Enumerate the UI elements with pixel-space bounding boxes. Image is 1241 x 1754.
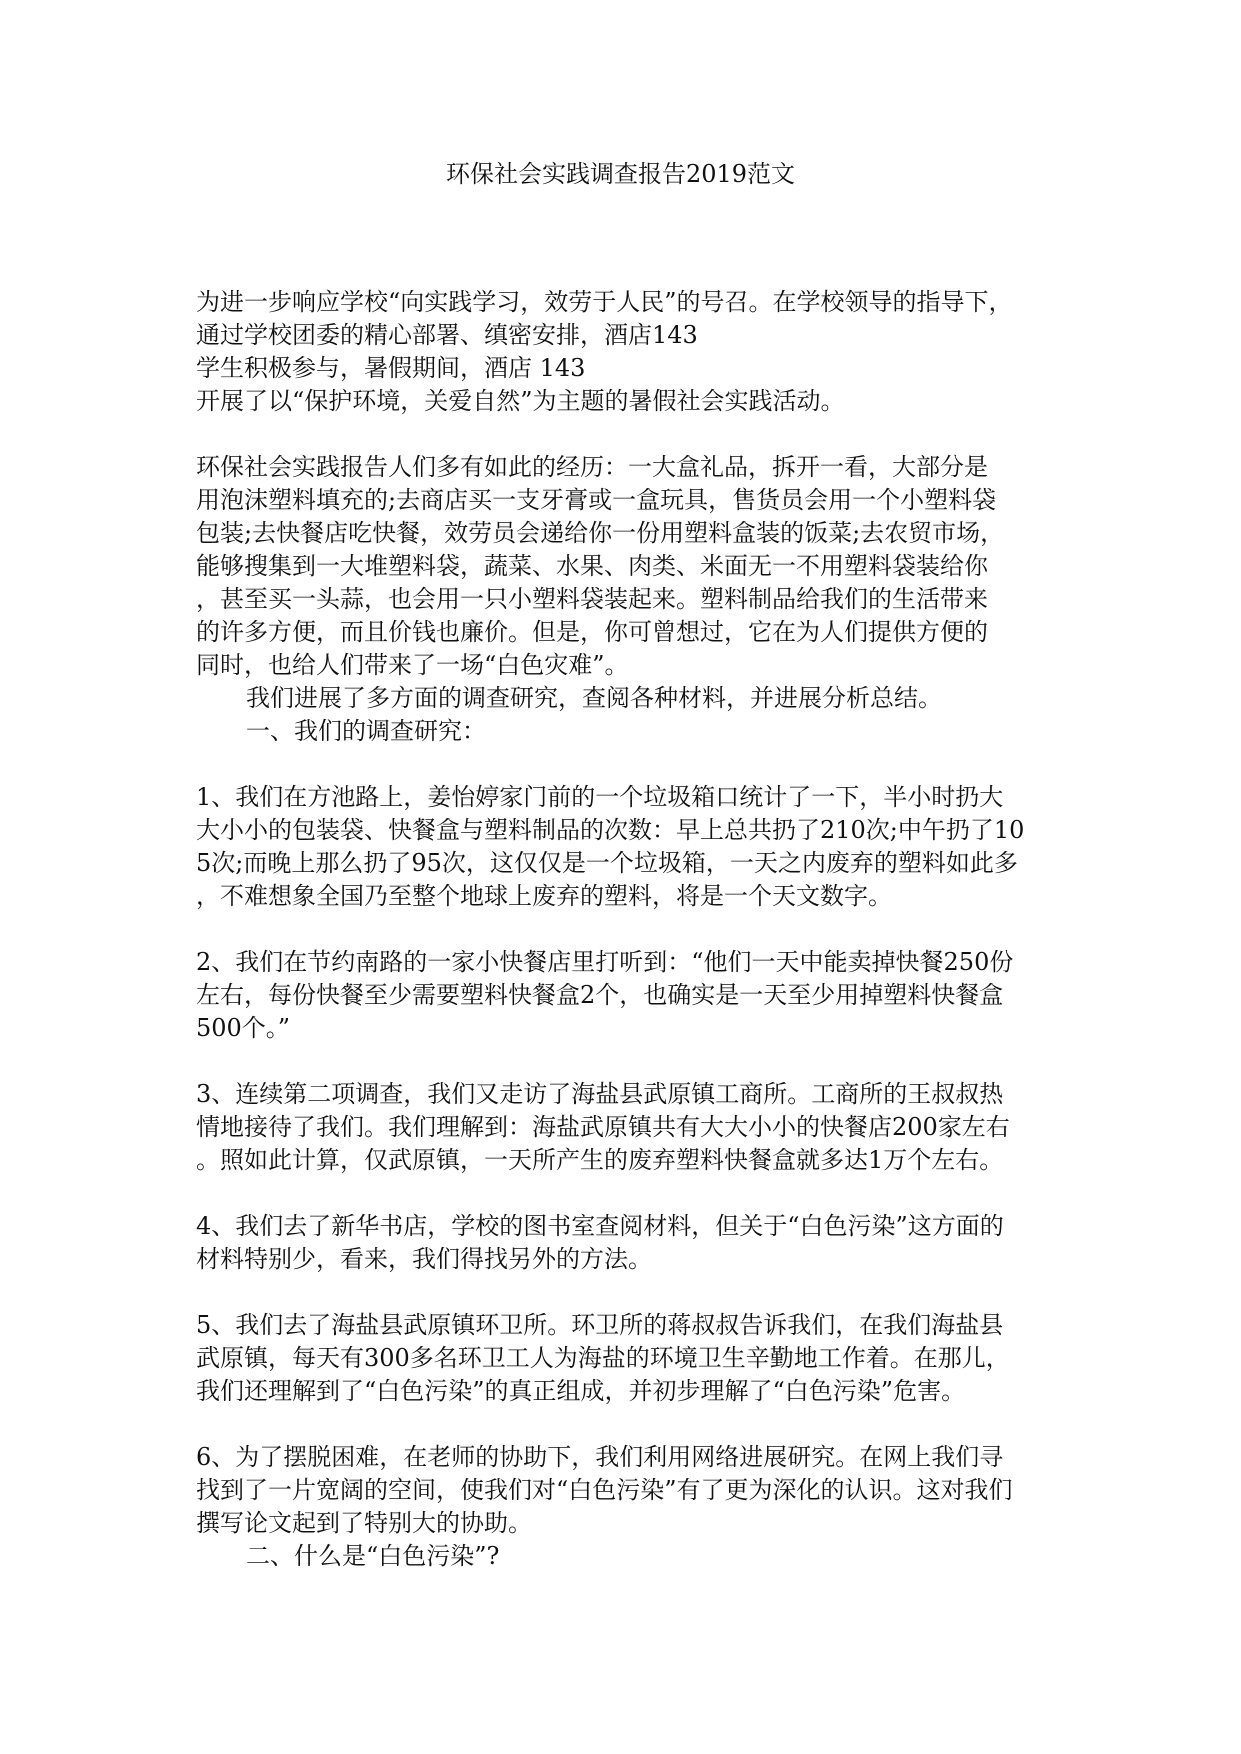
paragraph-experience <box>196 451 1056 682</box>
text-line: 用泡沫塑料填充的;去商店买一支牙膏或一盒玩具，售货员会用一个小塑料袋 <box>196 486 997 514</box>
text-line: 撰写论文起到了特别大的协助。 <box>196 1509 532 1537</box>
paragraph-research-intro <box>196 682 1056 748</box>
list-item-2 <box>196 946 1056 1045</box>
document-body <box>196 286 1056 1573</box>
text-line: 的许多方便，而且价钱也廉价。但是，你可曾想过，它在为人们提供方便的 <box>196 618 988 646</box>
document-title: 环保社会实践调查报告2019范文 <box>445 160 796 188</box>
text-line: ，不难想象全国乃至整个地球上废弃的塑料，将是一个天文数字。 <box>196 882 892 910</box>
list-item-6 <box>196 1441 1056 1540</box>
text-line: 我们进展了多方面的调查研究，查阅各种材料，并进展分析总结。 <box>246 684 942 712</box>
text-line: 4、我们去了新华书店，学校的图书室查阅材料，但关于“白色污染”这方面的 <box>196 1212 1004 1240</box>
text-line: 500个。” <box>196 1014 291 1042</box>
text-line: 找到了一片宽阔的空间，使我们对“白色污染”有了更为深化的认识。这对我们 <box>196 1476 1013 1504</box>
text-line: 6、为了摆脱困难，在老师的协助下，我们利用网络进展研究。在网上我们寻 <box>196 1443 1004 1471</box>
paragraph-gap <box>196 913 1056 946</box>
paragraph-gap <box>196 418 1056 451</box>
section-heading: 一、我们的调查研究： <box>246 717 486 745</box>
text-line: 学生积极参与，暑假期间，酒店 143 <box>196 354 586 382</box>
paragraph-intro <box>196 286 1056 418</box>
list-item-5 <box>196 1309 1056 1408</box>
text-line: 5、我们去了海盐县武原镇环卫所。环卫所的蒋叔叔告诉我们，在我们海盐县 <box>196 1311 1004 1339</box>
text-line: 左右，每份快餐至少需要塑料快餐盒2个，也确实是一天至少用掉塑料快餐盒 <box>196 981 1004 1009</box>
text-line: 大小小的包装袋、快餐盒与塑料制品的次数：早上总共扔了210次;中午扔了10 <box>196 816 1025 844</box>
text-line: 2、我们在节约南路的一家小快餐店里打听到：“他们一天中能卖掉快餐250份 <box>196 948 1014 976</box>
text-line: 情地接待了我们。我们理解到：海盐武原镇共有大大小小的快餐店200家左右 <box>196 1113 1010 1141</box>
text-line: 环保社会实践报告人们多有如此的经历：一大盒礼品，拆开一看，大部分是 <box>196 453 988 481</box>
text-line: 武原镇，每天有300多名环卫工人为海盐的环境卫生辛勤地工作着。在那儿， <box>196 1344 1010 1372</box>
list-item-1 <box>196 781 1056 913</box>
text-line: 3、连续第二项调查，我们又走访了海盐县武原镇工商所。工商所的王叔叔热 <box>196 1080 1004 1108</box>
text-line: 5次;而晚上那么扔了95次，这仅仅是一个垃圾箱，一天之内废弃的塑料如此多 <box>196 849 1018 877</box>
text-line: 。照如此计算，仅武原镇，一天所产生的废弃塑料快餐盒就多达1万个左右。 <box>196 1146 1004 1174</box>
text-line: 1、我们在方池路上，姜怡婷家门前的一个垃圾箱口统计了一下，半小时扔大 <box>196 783 1004 811</box>
paragraph-section-2 <box>196 1540 1056 1573</box>
paragraph-gap <box>196 1045 1056 1078</box>
text-line: 通过学校团委的精心部署、缜密安排，酒店143 <box>196 321 698 349</box>
text-line: 能够搜集到一大堆塑料袋，蔬菜、水果、肉类、米面无一不用塑料袋装给你 <box>196 552 988 580</box>
list-item-4 <box>196 1210 1056 1276</box>
text-line: ，甚至买一头蒜，也会用一只小塑料袋装起来。塑料制品给我们的生活带来 <box>196 585 988 613</box>
paragraph-gap <box>196 1276 1056 1309</box>
paragraph-gap <box>196 748 1056 781</box>
text-line: 包装;去快餐店吃快餐，效劳员会递给你一份用塑料盒装的饭菜;去农贸市场， <box>196 519 1005 547</box>
list-item-3 <box>196 1078 1056 1177</box>
text-line: 我们还理解到了“白色污染”的真正组成，并初步理解了“白色污染”危害。 <box>196 1377 966 1405</box>
section-heading: 二、什么是“白色污染”? <box>246 1542 500 1570</box>
text-line: 材料特别少，看来，我们得找另外的方法。 <box>196 1245 652 1273</box>
text-line: 同时，也给人们带来了一场“白色灾难”。 <box>196 651 629 679</box>
paragraph-gap <box>196 1177 1056 1210</box>
text-line: 为进一步响应学校“向实践学习，效劳于人民”的号召。在学校领导的指导下， <box>196 288 1013 316</box>
text-line: 开展了以“保护环境，关爱自然”为主题的暑假社会实践活动。 <box>196 387 845 415</box>
paragraph-gap <box>196 1408 1056 1441</box>
